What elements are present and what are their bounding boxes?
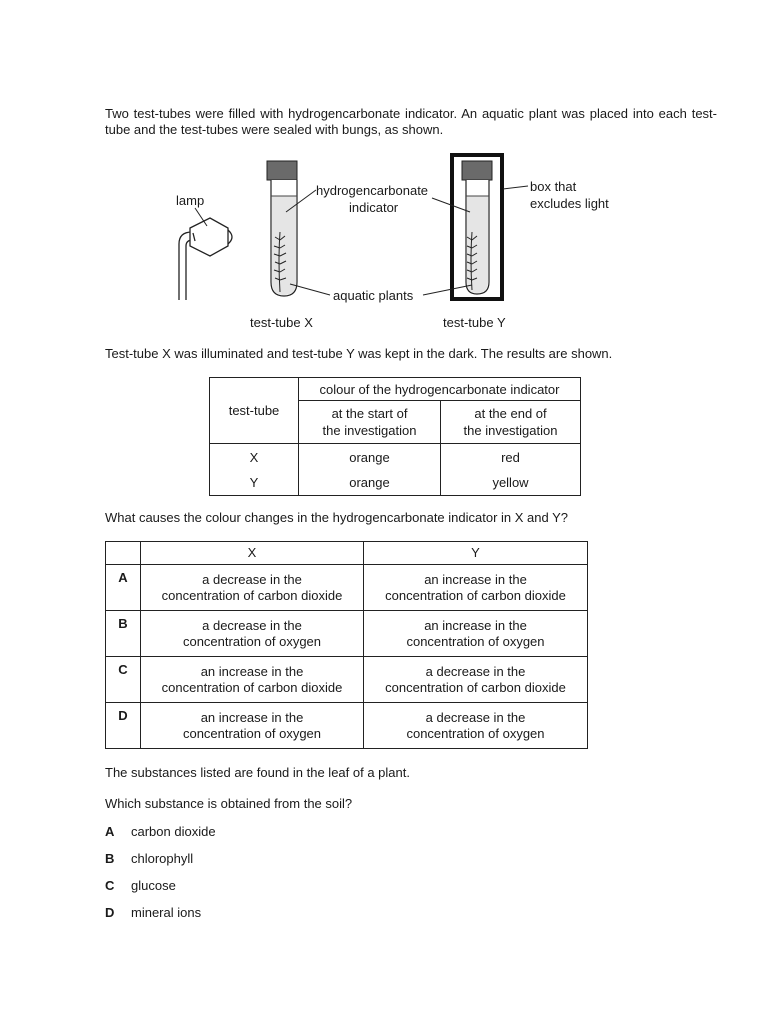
answer-y-cell (364, 703, 588, 749)
question-text: What causes the colour changes in the hydrogencarbonate indicator in X and Y? (105, 510, 569, 525)
answer-y-line1: an increase in the (424, 571, 527, 587)
answer-x-cell (141, 703, 364, 749)
experiment-diagram (0, 0, 768, 340)
q2-intro: The substances listed are found in the leaf of a plant. (105, 765, 410, 780)
answer-x-cell (141, 565, 364, 611)
option-a[interactable] (105, 824, 216, 839)
test-tube-x (267, 161, 297, 296)
tube-y-label: test-tube Y (443, 315, 506, 330)
option-d[interactable] (105, 905, 201, 920)
indicator-label-line1: hydrogencarbonate (316, 183, 429, 198)
plants-label: aquatic plants (333, 288, 414, 303)
results-text: Test-tube X was illuminated and test-tube Y was kept in the dark. The results are shown. (105, 346, 613, 361)
option-text: chlorophyll (131, 851, 194, 866)
answer-x-line1: a decrease in the (202, 571, 302, 587)
blank-header (106, 542, 141, 565)
answer-row-b[interactable] (106, 611, 588, 657)
start-colour-cell: orange (299, 475, 441, 496)
col-start-header (299, 401, 441, 444)
answer-y-cell (364, 565, 588, 611)
tube-cell: Y (210, 475, 299, 496)
col-end-header (441, 401, 581, 444)
col-x-header: X (141, 542, 364, 565)
col-end-line1: at the end of (474, 406, 547, 421)
answer-x-line1: an increase in the (200, 709, 304, 725)
col-group-header: colour of the hydrogencarbonate indicator (299, 378, 581, 401)
tube-cell: X (210, 444, 299, 476)
answer-row-c[interactable] (106, 657, 588, 703)
answer-y-line1: a decrease in the (425, 709, 526, 725)
answer-x-line1: a decrease in the (202, 617, 302, 633)
table-row (210, 475, 581, 496)
lamp-icon (179, 218, 232, 300)
option-letter: B (105, 851, 115, 866)
answer-y-line1: an increase in the (424, 617, 527, 633)
answer-letter: B (106, 611, 141, 657)
answer-x-cell (141, 611, 364, 657)
answer-y-line1: a decrease in the (425, 663, 526, 679)
end-colour-cell: yellow (441, 475, 581, 496)
answer-letter: C (106, 657, 141, 703)
test-tube-y (462, 161, 492, 294)
table-row (210, 444, 581, 476)
col-start-line2: the investigation (322, 423, 417, 438)
tube-x-label: test-tube X (250, 315, 313, 330)
indicator-label-line2: indicator (349, 200, 399, 215)
answers-table (105, 541, 588, 749)
option-text: carbon dioxide (131, 824, 216, 839)
answer-x-cell (141, 657, 364, 703)
lamp-label: lamp (176, 193, 205, 208)
answer-x-line2: concentration of oxygen (182, 633, 322, 649)
answer-x-line1: an increase in the (200, 663, 304, 679)
box-label-line1: box that (530, 179, 577, 194)
option-letter: D (105, 905, 115, 920)
option-letter: C (105, 878, 115, 893)
col-start-line1: at the start of (331, 406, 408, 421)
option-text: mineral ions (131, 905, 202, 920)
question-intro: Two test-tubes were filled with hydrogencarbonate indicator. An aquatic plant was placed into each test-tube and the test-tubes were sealed with bungs, as shown. (105, 106, 717, 137)
answer-letter: D (106, 703, 141, 749)
answer-row-a[interactable] (106, 565, 588, 611)
answer-y-line2: concentration of oxygen (406, 725, 545, 741)
col-end-line2: the investigation (463, 423, 558, 438)
option-c[interactable] (105, 878, 176, 893)
box-label-line2: excludes light (530, 196, 609, 211)
answer-y-cell (364, 611, 588, 657)
option-letter: A (105, 824, 115, 839)
answer-y-line2: concentration of carbon dioxide (385, 679, 566, 695)
col-y-header: Y (364, 542, 588, 565)
answer-letter: A (106, 565, 141, 611)
start-colour-cell: orange (299, 444, 441, 476)
answer-x-line2: concentration of carbon dioxide (161, 587, 343, 603)
q2-question: Which substance is obtained from the soil? (105, 796, 353, 811)
answer-x-line2: concentration of oxygen (182, 725, 322, 741)
answer-y-line2: concentration of carbon dioxide (385, 587, 566, 603)
answer-y-line2: concentration of oxygen (406, 633, 545, 649)
answer-x-line2: concentration of carbon dioxide (161, 679, 343, 695)
results-table (209, 377, 581, 496)
option-b[interactable] (105, 851, 193, 866)
end-colour-cell: red (441, 444, 581, 476)
option-text: glucose (131, 878, 176, 893)
answer-row-d[interactable] (106, 703, 588, 749)
answer-y-cell (364, 657, 588, 703)
col-test-tube-header: test-tube (210, 378, 299, 444)
